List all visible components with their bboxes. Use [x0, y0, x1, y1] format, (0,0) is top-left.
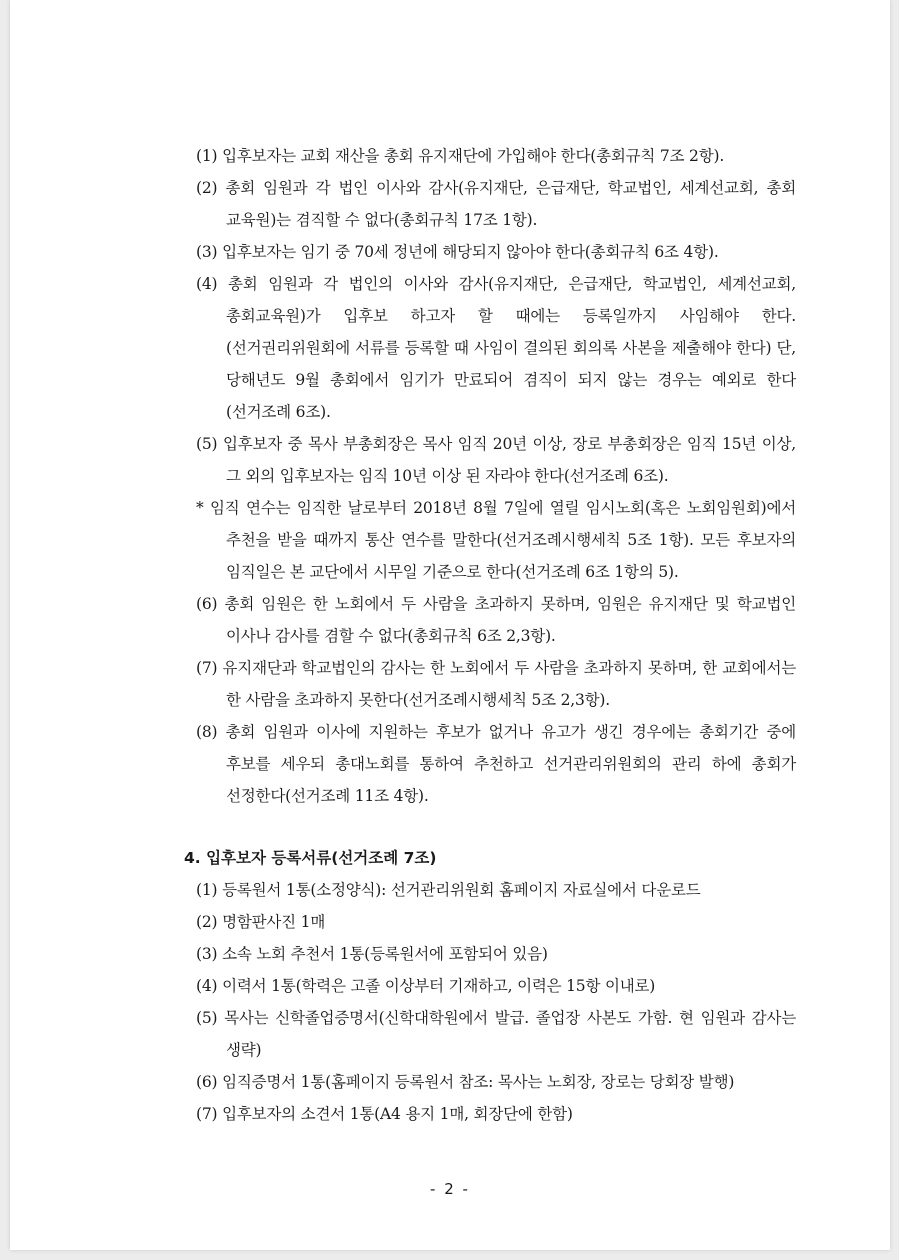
rule-item-4: (4) 총회 임원과 각 법인의 이사와 감사(유지재단, 은급재단, 학교법인, 세계선교회, 총회교육원)가 입후보 하고자 할 때에는 등록일까지 사임해야 한다. (선거권리위원회에 서류를 등록할 때 사임이 결의된 회의록 사본을 제출해야 한다) 단, 당해년도 9월 총회에서 임기가 만료되어 겸직이 되지 않는 경우는 예외로 한다(선거조례 6조).	[196, 275, 796, 421]
page-content	[184, 140, 796, 1130]
rule-item-5: (5) 입후보자 중 목사 부총회장은 목사 임직 20년 이상, 장로 부총회장은 임직 15년 이상, 그 외의 입후보자는 임직 10년 이상 된 자라야 한다(선거조례 6조).	[196, 435, 796, 485]
document-page	[10, 0, 890, 1250]
rule-item-2: (2) 총회 임원과 각 법인 이사와 감사(유지재단, 은급재단, 학교법인, 세계선교회, 총회 교육원)는 겸직할 수 없다(총회규칙 17조 1항).	[196, 179, 796, 229]
document-item-1: (1) 등록원서 1통(소정양식): 선거관리위원회 홈페이지 자료실에서 다운로드	[196, 881, 701, 899]
document-item-4: (4) 이력서 1통(학력은 고졸 이상부터 기재하고, 이력은 15항 이내로)	[196, 977, 656, 995]
document-item-5: (5) 목사는 신학졸업증명서(신학대학원에서 발급. 졸업장 사본도 가함. 현 임원과 감사는 생략)	[196, 1009, 796, 1059]
rule-item-6: (6) 총회 임원은 한 노회에서 두 사람을 초과하지 못하며, 임원은 유지재단 및 학교법인 이사나 감사를 겸할 수 없다(총회규칙 6조 2,3항).	[196, 595, 796, 645]
section-heading: 4. 입후보자 등록서류(선거조례 7조)	[184, 849, 437, 867]
rule-item-1: (1) 입후보자는 교회 재산을 총회 유지재단에 가입해야 한다(총회규칙 7조 2항).	[196, 147, 725, 165]
document-item-7: (7) 입후보자의 소견서 1통(A4 용지 1매, 회장단에 한함)	[196, 1105, 573, 1123]
page-number: - 2 -	[430, 1180, 470, 1198]
document-item-6: (6) 임직증명서 1통(홈페이지 등록원서 참조: 목사는 노회장, 장로는 당회장 발행)	[196, 1073, 735, 1091]
rule-note: * 임직 연수는 임직한 날로부터 2018년 8월 7일에 열릴 임시노회(혹은 노회임원회)에서 추천을 받을 때까지 통산 연수를 말한다(선거조례시행세칙 5조 1항). 모든 후보자의 임직일은 본 교단에서 시무일 기준으로 한다(선거조례 6조 1항의 5).	[196, 499, 796, 581]
rule-item-7: (7) 유지재단과 학교법인의 감사는 한 노회에서 두 사람을 초과하지 못하며, 한 교회에서는 한 사람을 초과하지 못한다(선거조례시행세칙 5조 2,3항).	[196, 659, 796, 709]
rule-item-3: (3) 입후보자는 임기 중 70세 정년에 해당되지 않아야 한다(총회규칙 6조 4항).	[196, 243, 719, 261]
document-list	[196, 874, 796, 1130]
document-item-2: (2) 명함판사진 1매	[196, 913, 326, 931]
document-item-3: (3) 소속 노회 추천서 1통(등록원서에 포함되어 있음)	[196, 945, 548, 963]
rule-item-8: (8) 총회 임원과 이사에 지원하는 후보가 없거나 유고가 생긴 경우에는 총회기간 중에 후보를 세우되 총대노회를 통하여 추천하고 선거관리위원회의 관리 하에 총회가 선정한다(선거조례 11조 4항).	[196, 723, 796, 805]
